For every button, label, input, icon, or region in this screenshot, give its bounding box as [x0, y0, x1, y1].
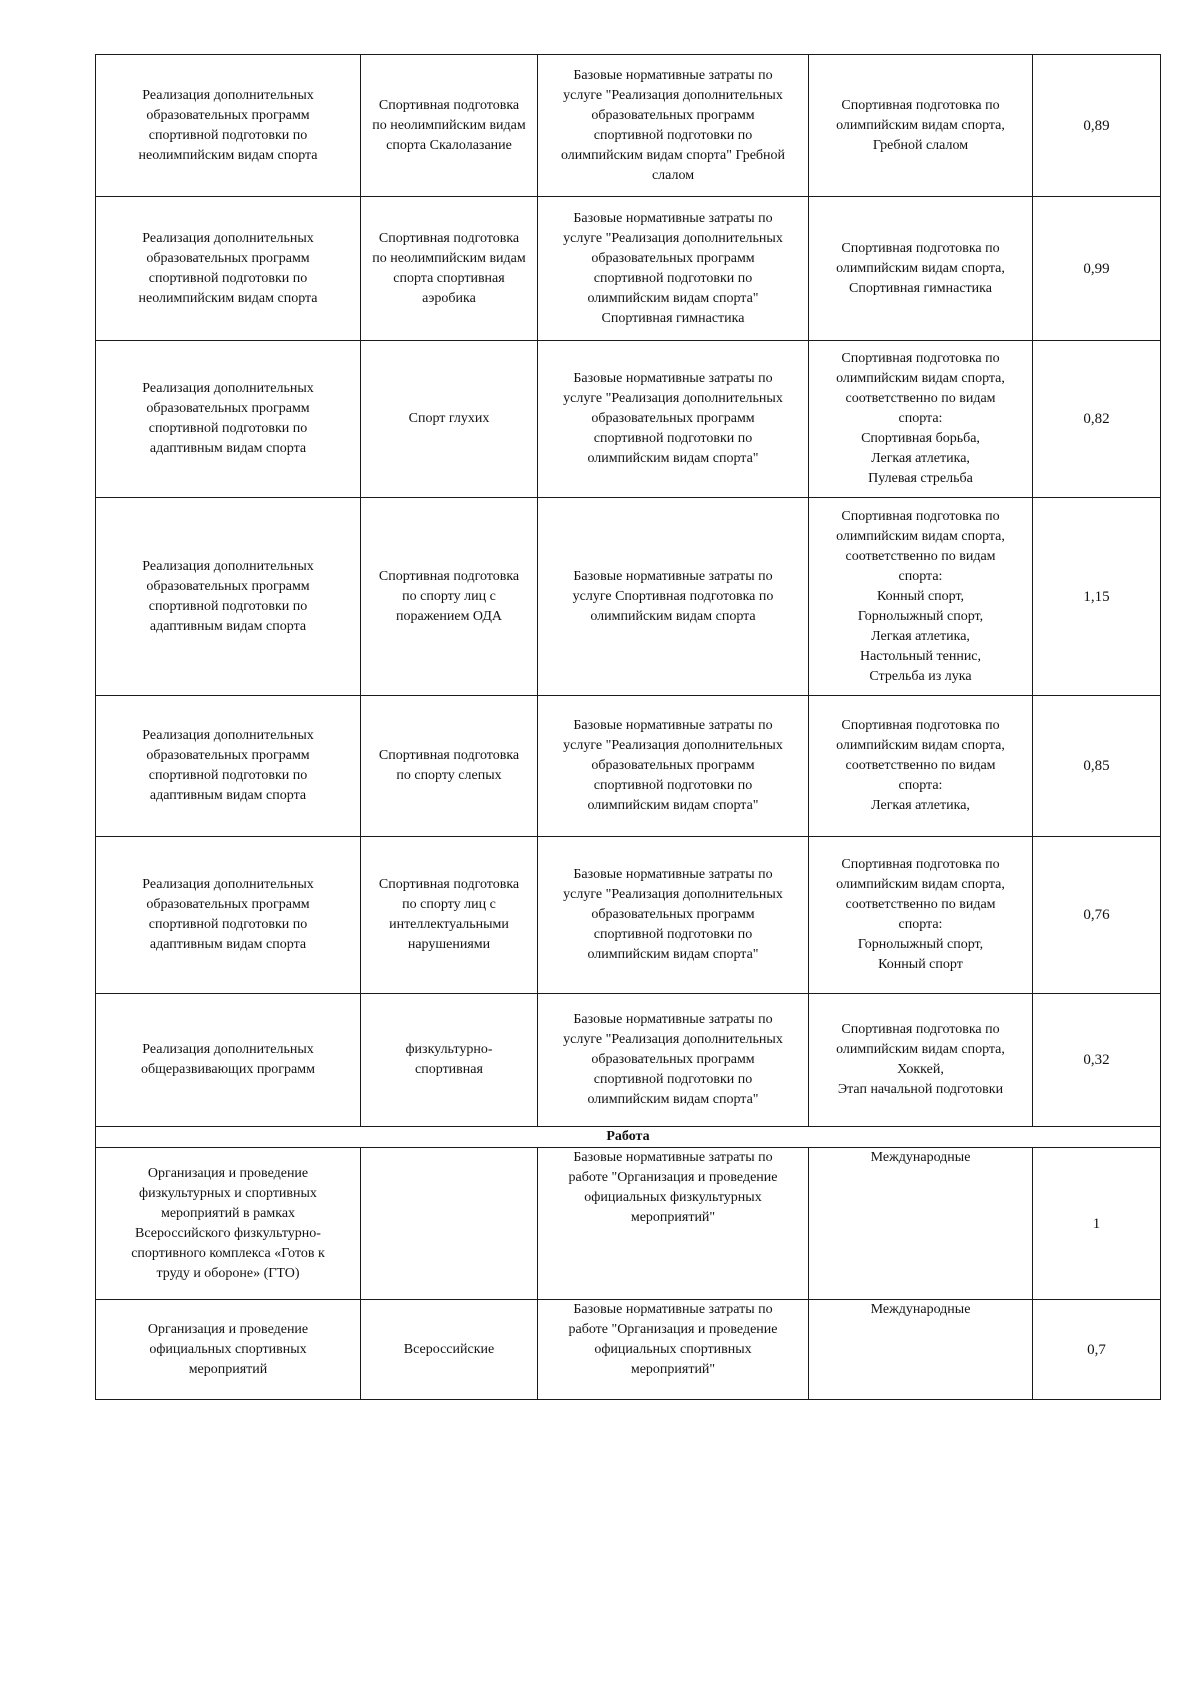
activity-cell: Реализация дополнительных образовательных программ спортивной подготовки по адаптивным видам спорта [96, 341, 361, 498]
base-cost-cell: Базовые нормативные затраты по услуге Спортивная подготовка по олимпийским видам спорта [538, 498, 809, 696]
coefficient-cell: 0,76 [1033, 837, 1161, 994]
applied-to-cell: Спортивная подготовка по олимпийским видам спорта, Хоккей, Этап начальной подготовки [809, 994, 1033, 1127]
direction-cell: Спорт глухих [361, 341, 538, 498]
direction-cell: Спортивная подготовка по неолимпийским видам спорта спортивная аэробика [361, 197, 538, 341]
table-row [96, 498, 1161, 696]
base-cost-cell: Базовые нормативные затраты по услуге "Реализация дополнительных образовательных программ спортивной подготовки по олимпийским видам спорта" [538, 341, 809, 498]
activity-cell: Организация и проведение официальных спортивных мероприятий [96, 1300, 361, 1400]
table-row [96, 197, 1161, 341]
coefficient-cell: 0,82 [1033, 341, 1161, 498]
applied-to-cell: Международные [809, 1300, 1033, 1400]
applied-to-cell: Спортивная подготовка по олимпийским видам спорта, соответственно по видам спорта: Горнолыжный спорт, Конный спорт [809, 837, 1033, 994]
coefficient-cell: 1,15 [1033, 498, 1161, 696]
direction-cell: Спортивная подготовка по спорту лиц с поражением ОДА [361, 498, 538, 696]
table-row [96, 341, 1161, 498]
table-row [96, 696, 1161, 837]
activity-cell: Реализация дополнительных образовательных программ спортивной подготовки по адаптивным видам спорта [96, 696, 361, 837]
activity-cell: Реализация дополнительных образовательных программ спортивной подготовки по адаптивным видам спорта [96, 837, 361, 994]
coefficient-cell: 1 [1033, 1148, 1161, 1300]
table-row [96, 1148, 1161, 1300]
norm-cost-table [95, 54, 1161, 1400]
coefficient-cell: 0,7 [1033, 1300, 1161, 1400]
activity-cell: Организация и проведение физкультурных и спортивных мероприятий в рамках Всероссийского физкультурно- спортивного комплекса «Готов к труду и обороне» (ГТО) [96, 1148, 361, 1300]
coefficient-cell: 0,32 [1033, 994, 1161, 1127]
table-row [96, 837, 1161, 994]
direction-cell: физкультурно- спортивная [361, 994, 538, 1127]
applied-to-cell: Спортивная подготовка по олимпийским видам спорта, Гребной слалом [809, 55, 1033, 197]
table-row [96, 1300, 1161, 1400]
coefficient-cell: 0,99 [1033, 197, 1161, 341]
direction-cell: Спортивная подготовка по неолимпийским видам спорта Скалолазание [361, 55, 538, 197]
direction-cell: Спортивная подготовка по спорту лиц с интеллектуальными нарушениями [361, 837, 538, 994]
activity-cell: Реализация дополнительных образовательных программ спортивной подготовки по неолимпийским видам спорта [96, 197, 361, 341]
table-row [96, 55, 1161, 197]
applied-to-cell: Спортивная подготовка по олимпийским видам спорта, соответственно по видам спорта: Легкая атлетика, [809, 696, 1033, 837]
section-title: Работа [96, 1127, 1161, 1148]
direction-cell: Всероссийские [361, 1300, 538, 1400]
table-row [96, 994, 1161, 1127]
base-cost-cell: Базовые нормативные затраты по работе "Организация и проведение официальных спортивных мероприятий" [538, 1300, 809, 1400]
base-cost-cell: Базовые нормативные затраты по услуге "Реализация дополнительных образовательных программ спортивной подготовки по олимпийским видам спорта" [538, 994, 809, 1127]
applied-to-cell: Спортивная подготовка по олимпийским видам спорта, Спортивная гимнастика [809, 197, 1033, 341]
coefficient-cell: 0,89 [1033, 55, 1161, 197]
applied-to-cell: Международные [809, 1148, 1033, 1300]
base-cost-cell: Базовые нормативные затраты по услуге "Реализация дополнительных образовательных программ спортивной подготовки по олимпийским видам спорта" [538, 696, 809, 837]
base-cost-cell: Базовые нормативные затраты по услуге "Реализация дополнительных образовательных программ спортивной подготовки по олимпийским видам спорта" [538, 837, 809, 994]
coefficient-cell: 0,85 [1033, 696, 1161, 837]
section-row [96, 1127, 1161, 1148]
base-cost-cell: Базовые нормативные затраты по услуге "Реализация дополнительных образовательных программ спортивной подготовки по олимпийским видам спорта" Спортивная гимнастика [538, 197, 809, 341]
direction-cell: Спортивная подготовка по спорту слепых [361, 696, 538, 837]
activity-cell: Реализация дополнительных образовательных программ спортивной подготовки по неолимпийским видам спорта [96, 55, 361, 197]
direction-cell [361, 1148, 538, 1300]
base-cost-cell: Базовые нормативные затраты по работе "Организация и проведение официальных физкультурных мероприятий" [538, 1148, 809, 1300]
applied-to-cell: Спортивная подготовка по олимпийским видам спорта, соответственно по видам спорта: Спортивная борьба, Легкая атлетика, Пулевая стрельба [809, 341, 1033, 498]
activity-cell: Реализация дополнительных общеразвивающих программ [96, 994, 361, 1127]
activity-cell: Реализация дополнительных образовательных программ спортивной подготовки по адаптивным видам спорта [96, 498, 361, 696]
applied-to-cell: Спортивная подготовка по олимпийским видам спорта, соответственно по видам спорта: Конный спорт, Горнолыжный спорт, Легкая атлетика, Настольный теннис, Стрельба из лука [809, 498, 1033, 696]
base-cost-cell: Базовые нормативные затраты по услуге "Реализация дополнительных образовательных программ спортивной подготовки по олимпийским видам спорта" Гребной слалом [538, 55, 809, 197]
